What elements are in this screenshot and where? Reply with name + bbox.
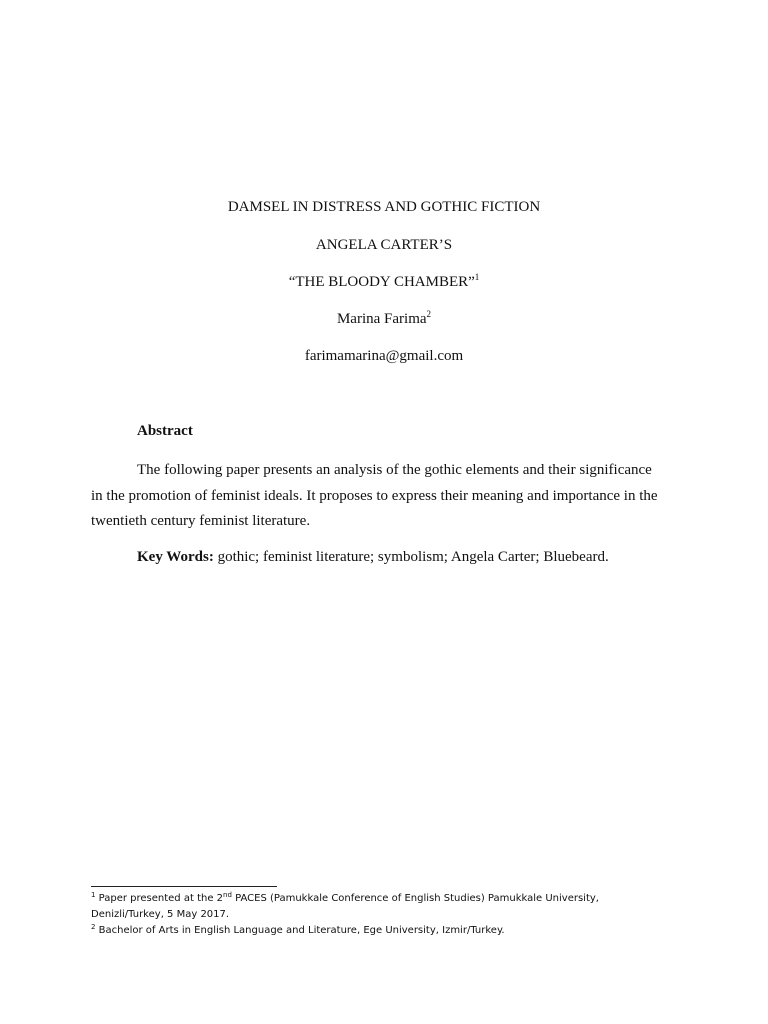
footnote-1-ordinal: nd bbox=[223, 891, 232, 899]
title-line-3 bbox=[0, 272, 768, 292]
keywords-text: gothic; feminist literature; symbolism; Angela Carter; Bluebeard. bbox=[213, 549, 609, 565]
footnote-1 bbox=[91, 891, 691, 907]
footnote-1-marker: 1 bbox=[91, 891, 96, 899]
title-line-1 bbox=[0, 197, 768, 217]
author-name: Marina Farima bbox=[336, 311, 427, 327]
abstract-heading: Abstract bbox=[137, 423, 193, 439]
keywords-label: Key Words: bbox=[137, 549, 214, 565]
abstract-body bbox=[91, 458, 681, 535]
email-line bbox=[0, 346, 768, 366]
title-line-2 bbox=[0, 235, 768, 255]
footnote-1-continuation: Denizli/Turkey, 5 May 2017. bbox=[91, 909, 230, 920]
footnotes bbox=[91, 891, 691, 939]
abstract-line-3: twentieth century feminist literature. bbox=[91, 513, 311, 529]
abstract-line-1: The following paper presents an analysis of the gothic elements and their significance bbox=[137, 462, 652, 478]
footnote-1-text-b: PACES (Pamukkale Conference of English Studies) Pamukkale University, bbox=[231, 893, 599, 904]
footnote-2 bbox=[91, 923, 691, 939]
title-line-2-text: ANGELA CARTER’S bbox=[315, 237, 453, 253]
footnote-ref-2[interactable]: 2 bbox=[426, 309, 432, 319]
footnote-1-text-a: Paper presented at the 2 bbox=[95, 893, 224, 904]
footnote-ref-1[interactable]: 1 bbox=[474, 272, 480, 282]
title-line-1-text: DAMSEL IN DISTRESS AND GOTHIC FICTION bbox=[227, 199, 541, 215]
abstract-line-2: in the promotion of feminist ideals. It proposes to express their meaning and importance in the bbox=[91, 487, 658, 504]
author-line bbox=[0, 309, 768, 329]
title-line-3-text: “THE BLOODY CHAMBER” bbox=[288, 274, 475, 290]
footnote-2-text: Bachelor of Arts in English Language and Literature, Ege University, Izmir/Turkey. bbox=[95, 925, 505, 936]
keywords-line bbox=[137, 547, 609, 567]
author-email: farimamarina@gmail.com bbox=[304, 348, 464, 364]
footnote-divider bbox=[91, 886, 277, 887]
footnote-2-marker: 2 bbox=[91, 923, 96, 931]
